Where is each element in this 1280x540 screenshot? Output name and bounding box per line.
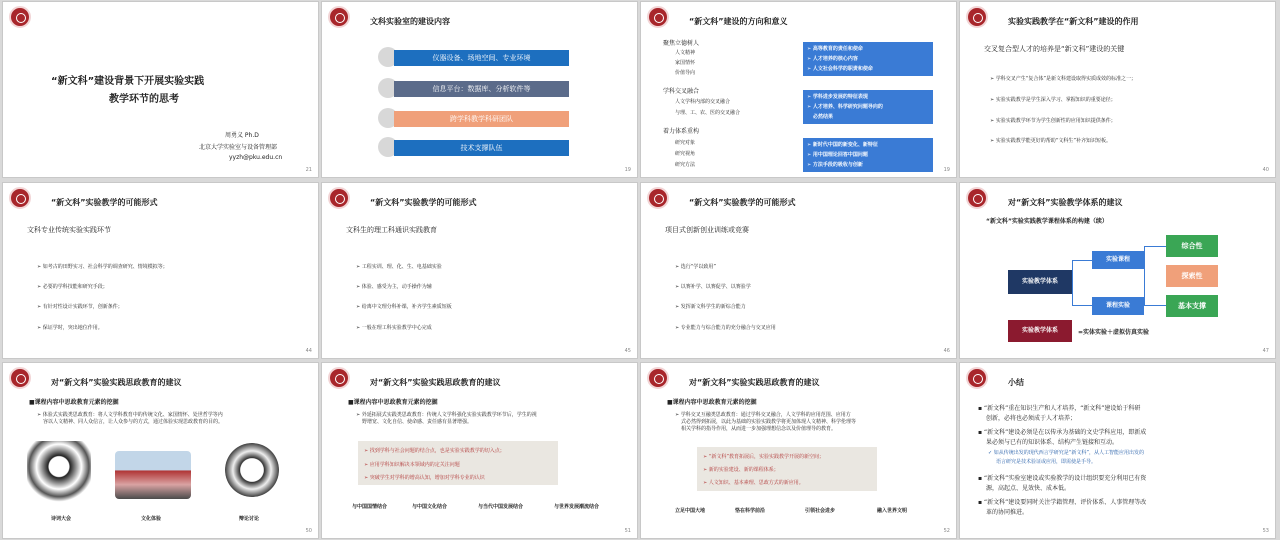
slide-heading: 交叉复合型人才的培养是“新文科”建设的关键 — [984, 45, 1125, 53]
bullet-text: ▪ “新文科”建设必须是在以传承为基础的文史学科应用，即新成 — [978, 429, 1147, 436]
slide-title: “新文科”实验教学的可能形式 — [370, 198, 477, 207]
slide-thumbnail-5[interactable] — [2, 182, 319, 359]
slide-title: “新文科”实验教学的可能形式 — [51, 198, 158, 207]
slide-heading: “新文科”实验实践教学课程体系的构建（续） — [986, 218, 1108, 225]
bullet-text: 创新，必将也必须成于人才培养； — [986, 415, 1077, 422]
connector-line — [1072, 260, 1092, 306]
slide-thumbnail-2[interactable] — [321, 1, 638, 178]
callout-text: ➢ 用中国理论回答中国问题 — [807, 152, 868, 158]
slide-heading: ■课程内容中思政教育元素的挖掘 — [29, 399, 119, 406]
university-logo-icon — [647, 6, 669, 28]
university-logo-icon — [328, 367, 350, 389]
slide-title: 小结 — [1008, 378, 1024, 387]
slide-thumbnail-3[interactable] — [640, 1, 957, 178]
diagram-node: 探索性 — [1166, 265, 1218, 287]
calligraphy-image — [27, 441, 91, 505]
bullet-text: ➢ 发挥新文科学生的新综合能力 — [675, 304, 746, 310]
page-number: 52 — [943, 528, 950, 534]
bullet-text: 容以人文精神、同人众信言，让人众参与的方式，通过体验实现思政教育的目的。 — [43, 419, 224, 425]
slide-subtitle: 教学环节的思考 — [109, 94, 179, 105]
university-logo-icon — [647, 367, 669, 389]
callout-text: ➢ 高等教育的责任和使命 — [807, 46, 863, 52]
university-logo-icon — [9, 187, 31, 209]
slide-title: 文科实验室的建设内容 — [370, 17, 450, 26]
group-heading: 着力体系重构 — [663, 128, 700, 135]
list-item: 研究方法 — [675, 162, 696, 168]
organization: 北京大学实验室与设备管理部 — [199, 144, 278, 151]
image-caption: 诗词大会 — [51, 516, 72, 522]
footer-label: 恪在科学前沿 — [735, 508, 766, 514]
footer-label: 引领社会进步 — [805, 508, 836, 514]
bullet-text: ▪ “新文科”实验室建设或实验教学的设计组织要充分利用已有资 — [978, 475, 1147, 482]
bullet-text: ▪ “新文科”重在知识生产和人才培养，“新文科”建设始于科研 — [978, 405, 1141, 412]
bullet-text: ➢ 如考古的田野实习、社会科学的调查研究、情境模拟等； — [37, 264, 168, 270]
bullet-text: ➢ 实验实践教学是学生深入学习、掌握知识的重要途径； — [990, 97, 1116, 103]
email: yyzh@pku.edu.cn — [229, 154, 283, 161]
footer-label: 与中国国情结合 — [352, 504, 388, 510]
university-logo-icon — [9, 367, 31, 389]
diagram-node: 实验课程 — [1092, 251, 1144, 269]
footer-label: 融入世界文明 — [877, 508, 908, 514]
callout-text: ➢ 学科进步发展的特征表现 — [807, 94, 868, 100]
bullet-text: 式必然得到拓展，以此为基础的实验实践教学将更加体现人文精神、科学伦理等 — [681, 419, 857, 425]
slide-thumbnail-12[interactable] — [959, 362, 1276, 539]
list-item: 价值导向 — [675, 70, 696, 76]
bullet-text: ➢ 学科交叉互融类思政教育：通过学科交叉融合，人文学科的应用范围、应用方 — [675, 412, 851, 418]
bullet-text: ➢ 保证学时，突出地位作用。 — [37, 325, 103, 331]
slide-title: 对“新文科”实验实践思政教育的建议 — [689, 378, 820, 387]
callout-text: ➢ 方法手段的吸收与创新 — [807, 162, 863, 168]
bullet-text: ➢ 必要的学科技能和研究手段； — [37, 284, 108, 290]
bullet-text: ➢ 专业能力与综合能力的充分融合与交叉应用 — [675, 325, 776, 331]
callout-text: ➢ 人才培养的核心内容 — [807, 56, 858, 62]
bullet-text: 相关学科的指导作用，从而进一步加强理想信念以及价值理导的教育。 — [681, 426, 837, 432]
slide-thumbnail-1[interactable] — [2, 1, 319, 178]
slide-title: “新文科”建设的方向和意义 — [689, 17, 788, 26]
slide-thumbnail-10[interactable] — [321, 362, 638, 539]
bullet-text: ➢ 学科交叉产生“复合体”是新文科建设取得实质成效的标准之一； — [990, 76, 1136, 82]
slide-title: “新文科”建设背景下开展实验实践 — [51, 76, 205, 87]
bullet-text: ➢ 体验、感受为主，动手操作为辅 — [356, 284, 432, 290]
university-logo-icon — [966, 367, 988, 389]
content-item: 技术支撑队伍 — [394, 140, 569, 156]
slide-heading: 文科专业传统实验实践环节 — [27, 226, 111, 234]
bullet-text: 果必须与已有的知识体系、结构产生链接和互动。 — [986, 439, 1119, 446]
diagram-node: 综合性 — [1166, 235, 1218, 257]
slide-thumbnail-8[interactable] — [959, 182, 1276, 359]
diagram-node: 实验教学体系 — [1008, 270, 1072, 294]
slide-thumbnail-6[interactable] — [321, 182, 638, 359]
callout-text: ➢ 人才培养、科学研究问题导向的 — [807, 104, 883, 110]
callout-text: 必然结果 — [813, 114, 834, 120]
footer-label: 与世界发展潮流结合 — [554, 504, 600, 510]
bullet-text: ➢ 外延拓展式实践类思政教育：传统人文学科强化实验实践教学环节后，学生的视 — [356, 412, 537, 418]
bullet-text: 革的协同推进。 — [986, 509, 1029, 516]
slide-title: “新文科”实验教学的可能形式 — [689, 198, 796, 207]
university-logo-icon — [966, 6, 988, 28]
bullet-text: ➢ 一般在理工科实验教学中心完成 — [356, 325, 432, 331]
author: 周勇义 Ph.D — [225, 132, 259, 139]
page-number: 19 — [624, 167, 631, 173]
list-item: 研究对象 — [675, 140, 696, 146]
slide-heading: ■课程内容中思政教育元素的挖掘 — [667, 399, 757, 406]
slide-heading: 文科生的理工科通识实践教育 — [346, 226, 437, 234]
highlight-text: ➢ “新文科”教育拓展后，实验实践教学开展的新空间； — [703, 454, 824, 460]
equation-text: =实体实验＋虚拟仿真实验 — [1078, 329, 1150, 336]
slide-heading: 项目式创新创业训练或竞赛 — [665, 226, 749, 234]
image-caption: 文化体验 — [141, 516, 162, 522]
list-item: 与理、工、农、医的交叉融合 — [675, 110, 741, 116]
bullet-text: ➢ 选行“学以致用” — [675, 264, 716, 270]
bullet-text: 源，高起点、见效快、成本低。 — [986, 485, 1071, 492]
callout-text: ➢ 新时代中国的新变化、新特征 — [807, 142, 878, 148]
bullet-text: ➢ 给离中文理分科补课，补齐学生素质短板 — [356, 304, 452, 310]
list-item: 人文精神 — [675, 50, 696, 56]
content-item: 仪器设备、场地空间、专业环境 — [394, 50, 569, 66]
slide-title: 对“新文科”实验实践思政教育的建议 — [370, 378, 501, 387]
image-caption: 辩论讨论 — [239, 516, 260, 522]
slide-thumbnail-11[interactable] — [640, 362, 957, 539]
highlight-text: ➢ 应用学科知识解决本领域内的定关注问题 — [364, 462, 460, 468]
diagram-node: 课程实验 — [1092, 297, 1144, 315]
university-logo-icon — [647, 187, 669, 209]
culture-experience-photo — [115, 451, 191, 499]
page-number: 19 — [943, 167, 950, 173]
bullet-text: ➢ 实验实践教学环节为学生创新性的应用知识提供条件； — [990, 118, 1116, 124]
highlight-text: ➢ 突破学生对学科的增高认知，增加对学科专业的认识 — [364, 475, 485, 481]
sub-bullet-text: 语言研究是技术验证或应用，即需使是手导。 — [996, 459, 1097, 465]
highlight-text: ➢ 人文知识、基本素理、思政方式的新应用。 — [703, 480, 804, 486]
footer-label: 立足中国大地 — [675, 508, 706, 514]
bullet-text: 野增宽、文化自信、使命感、责任感有显著增强。 — [362, 419, 473, 425]
bullet-text: ➢ 以赛补学、以赛促学、以赛验学 — [675, 284, 751, 290]
slide-title: 对“新文科”实验教学体系的建议 — [1008, 198, 1123, 207]
content-item: 信息平台：数据库、分析软件等 — [394, 81, 569, 97]
page-number: 21 — [305, 167, 312, 173]
group-heading: 聚焦立德树人 — [663, 40, 700, 47]
university-logo-icon — [9, 6, 31, 28]
list-item: 人文学科内部的交叉融合 — [675, 99, 731, 105]
bullet-text: ➢ 体验式实践类思政教育：将人文学科教育中的传统文化、家国情怀、处世哲学等内 — [37, 412, 223, 418]
page-number: 44 — [305, 348, 312, 354]
slide-thumbnail-7[interactable] — [640, 182, 957, 359]
connector-line — [1144, 246, 1166, 306]
diagram-node: 基本支撑 — [1166, 295, 1218, 317]
highlight-text: ➢ 找到学科与社会问题的结合点，也是实验实践教学的切入点； — [364, 448, 505, 454]
list-item: 研究视角 — [675, 151, 696, 157]
debate-logo-image — [225, 443, 279, 497]
page-number: 45 — [624, 348, 631, 354]
content-item: 跨学科教学科研团队 — [394, 111, 569, 127]
bullet-text: ➢ 实验实践教学能更好的帮助“文科生”补齐知识短板。 — [990, 138, 1111, 144]
page-number: 47 — [1262, 348, 1269, 354]
slide-thumbnail-9[interactable] — [2, 362, 319, 539]
slide-title: 对“新文科”实验实践思政教育的建议 — [51, 378, 182, 387]
slide-title: 实验实践教学在“新文科”建设的作用 — [1008, 17, 1139, 26]
university-logo-icon — [328, 187, 350, 209]
list-item: 家国情怀 — [675, 60, 696, 66]
group-heading: 学科交叉融合 — [663, 88, 700, 95]
bullet-text: ▪ “新文科”建设要同时关注学籍管理、评价体系、人事管理等改 — [978, 499, 1147, 506]
diagram-node: 实验教学体系 — [1008, 320, 1072, 342]
page-number: 50 — [305, 528, 312, 534]
footer-label: 与当代中国发展结合 — [478, 504, 524, 510]
bullet-text: ➢ 工程实训、理、化、生、电基础实验 — [356, 264, 442, 270]
callout-text: ➢ 人文社会科学的职责和使命 — [807, 66, 873, 72]
footer-label: 与中国文化结合 — [412, 504, 448, 510]
bullet-text: ➢ 有针对性设计实践环节，创新条件； — [37, 304, 123, 310]
page-number: 53 — [1262, 528, 1269, 534]
slide-thumbnail-4[interactable] — [959, 1, 1276, 178]
page-number: 40 — [1262, 167, 1269, 173]
highlight-text: ➢ 新的实验建设、新的课程体系； — [703, 467, 779, 473]
university-logo-icon — [966, 187, 988, 209]
slide-heading: ■课程内容中思政教育元素的挖掘 — [348, 399, 438, 406]
sub-bullet-text: ✓ 如从传统出发的现代西言学研究是“新文科”，从人工智能应用出发的 — [988, 450, 1144, 456]
page-number: 51 — [624, 528, 631, 534]
page-number: 46 — [943, 348, 950, 354]
university-logo-icon — [328, 6, 350, 28]
